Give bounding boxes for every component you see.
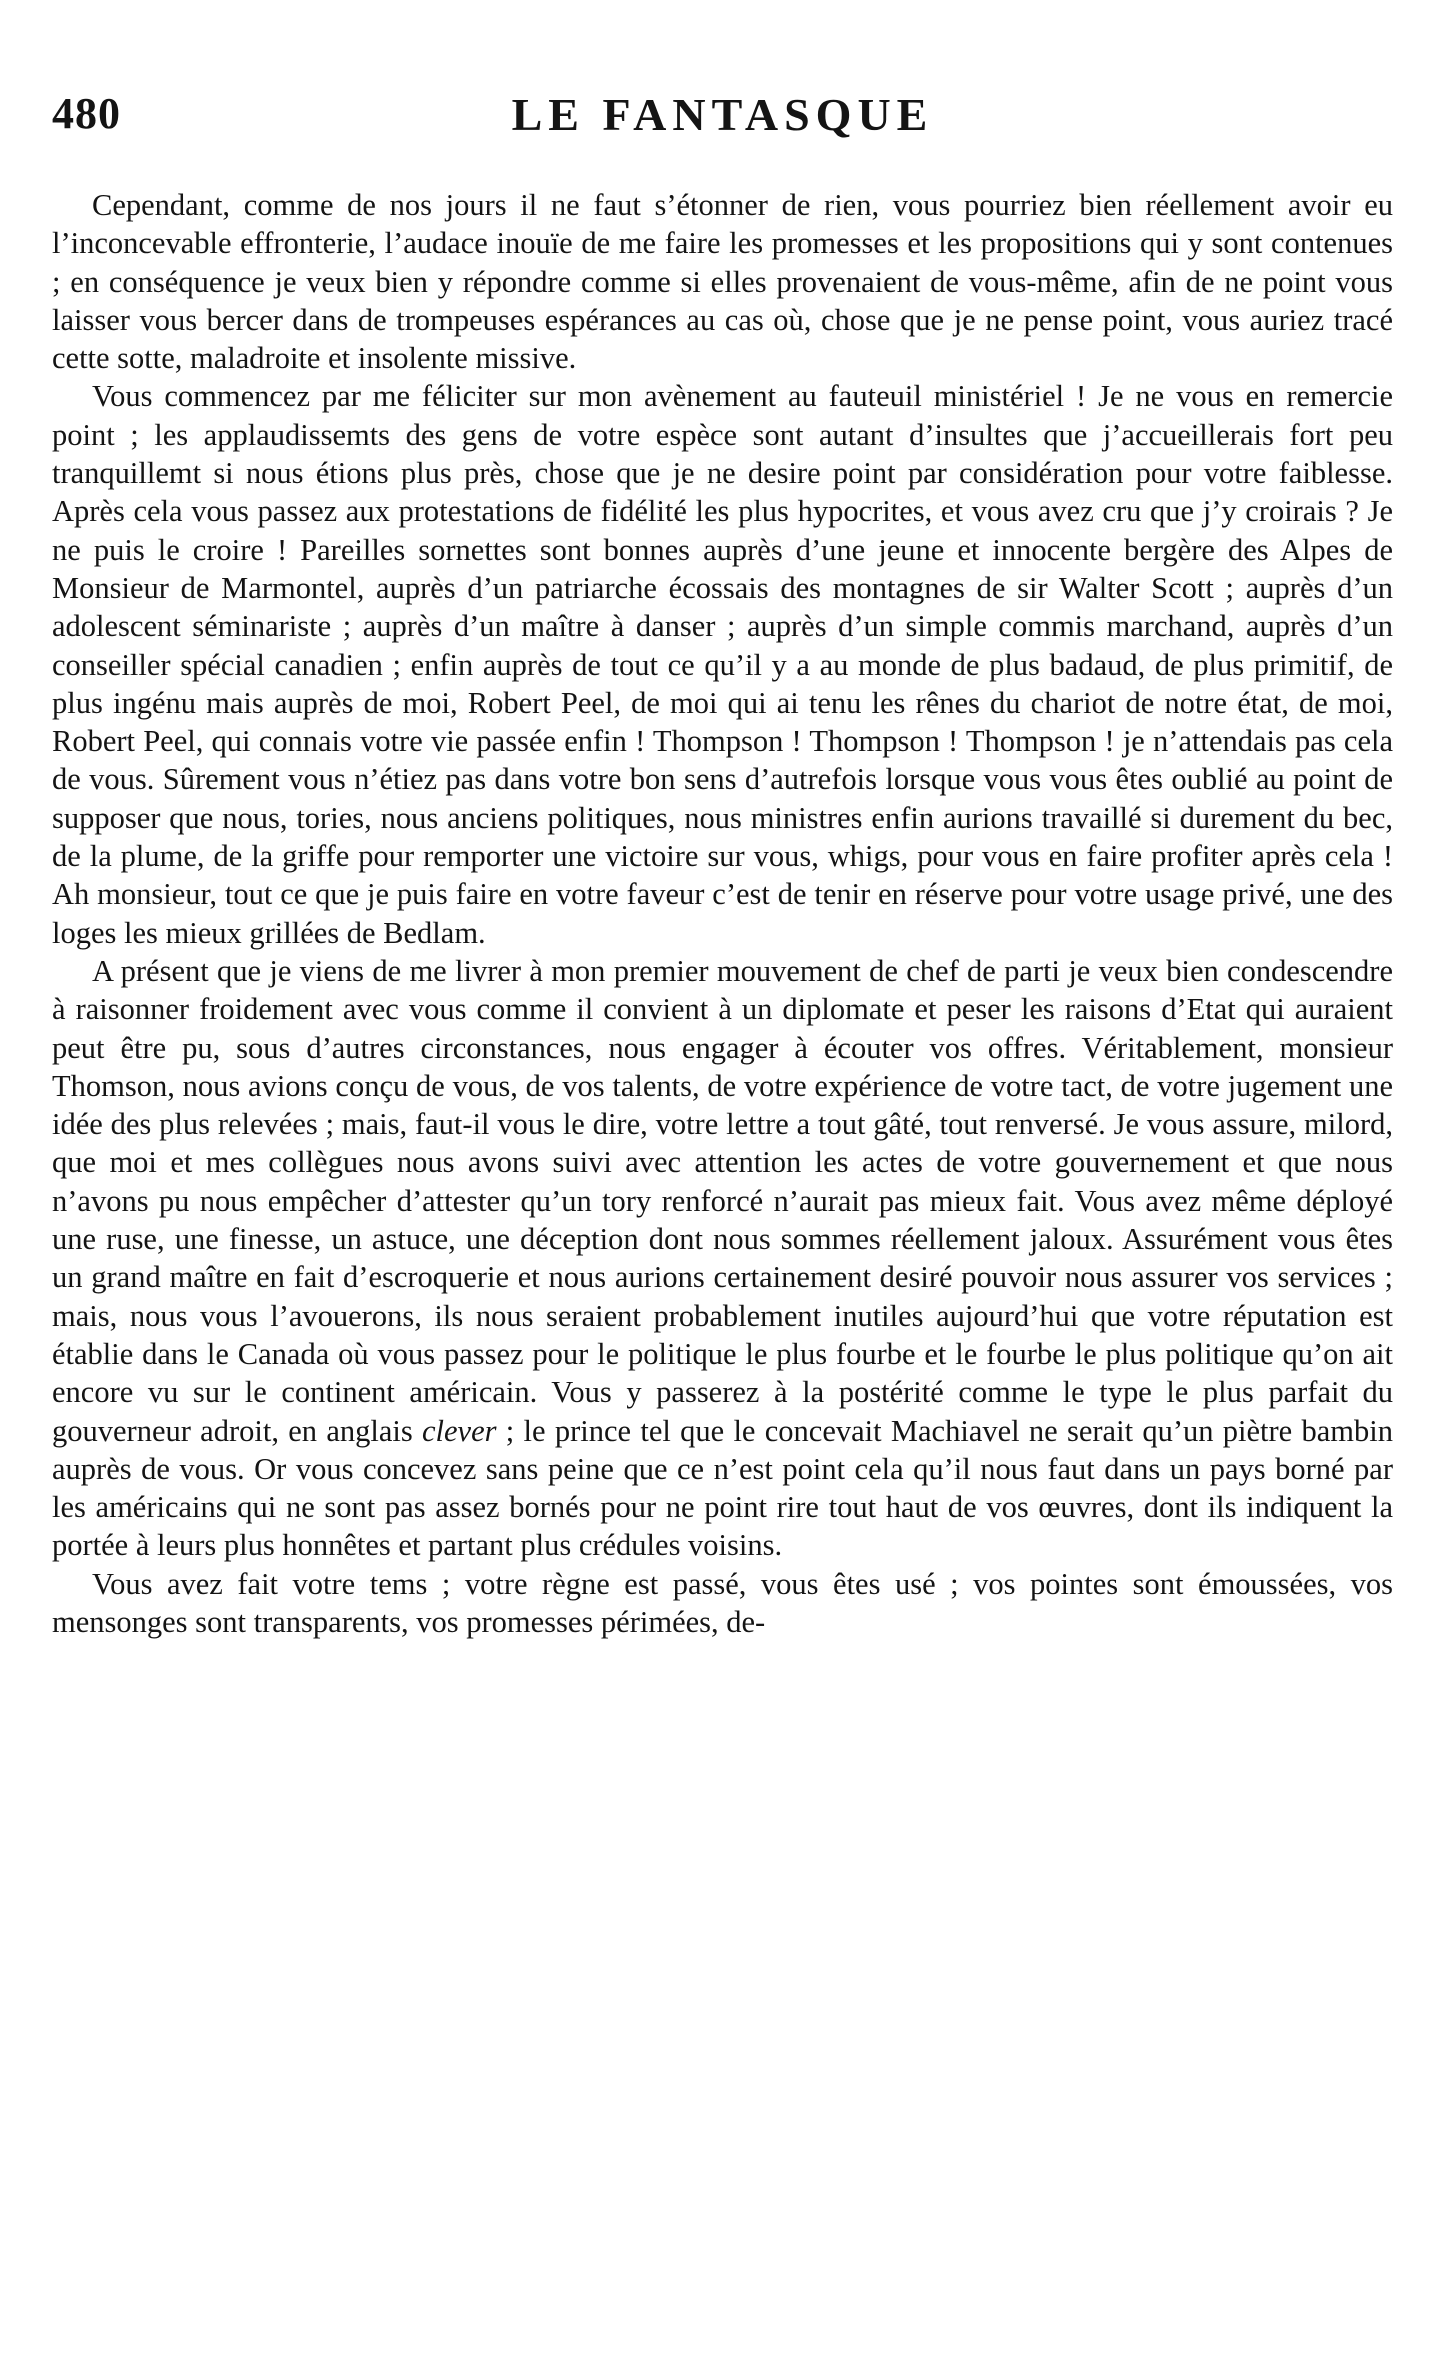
paragraph: [52, 377, 1393, 951]
italic-word: clever: [422, 1413, 497, 1448]
paragraph-text: A présent que je viens de me livrer à mon premier mouvement de chef de parti je veux bien condescendre à raisonner froidement avec vous comme il convient à un diplomate et peser les raisons d’Etat qui auraient peut être pu, sous d’autres circonstances, nous engager à écouter vos offres. Véritablement, monsieur Thomson, nous avions conçu de vous, de vos talents, de votre expérience de votre tact, de votre jugement une idée des plus relevées ; mais, faut-il vous le dire, votre lettre a tout gâté, tout renversé. Je vous assure, milord, que moi et mes collègues nous avons suivi avec attention les actes de votre gouvernement et que nous n’avons pu nous empêcher d’attester qu’un tory renforcé n’aurait pas mieux fait. Vous avez même déployé une ruse, une finesse, un astuce, une déception dont nous sommes réellement jaloux. Assurément vous êtes un grand maître en fait d’escroquerie et nous aurions certainement desiré pouvoir nous assurer vos services ; mais, nous vous l’avouerons, ils nous seraient probablement inutiles aujourd’hui que votre réputation est établie dans le Canada où vous passez pour le politique le plus fourbe et le fourbe le plus politique qu’on ait encore vu sur le continent américain. Vous y passerez à la postérité comme le type le plus parfait du gouverneur adroit, en anglais: [52, 953, 1393, 1448]
paragraph-text: Cependant, comme de nos jours il ne faut s’étonner de rien, vous pourriez bien réellement avoir eu l’inconcevable effronterie, l’audace inouïe de me faire les promesses et les propositions qui y sont contenues ; en conséquence je veux bien y répondre comme si elles provenaient de vous-même, afin de ne point vous laisser vous bercer dans de trompeuses espérances au cas où, chose que je ne pense point, vous auriez tracé cette sotte, maladroite et insolente missive.: [52, 188, 1393, 376]
page-number: 480: [52, 89, 121, 138]
paragraph-text: Vous commencez par me féliciter sur mon avènement au fauteuil ministériel ! Je ne vous en remercie point ; les applaudissemts des gens de votre espèce sont autant d’insultes que j’accueillerais fort peu tranquillemt si nous étions plus près, chose que je ne desire point par considération pour votre faiblesse. Après cela vous passez aux protestations de fidélité les plus hypocrites, et vous avez cru que j’y croirais ? Je ne puis le croire ! Pareilles sornettes sont bonnes auprès d’une jeune et innocente bergère des Alpes de Monsieur de Marmontel, auprès d’un patriarche écossais des montagnes de sir Walter Scott ; auprès d’un adolescent séminariste ; auprès d’un maître à danser ; auprès d’un simple commis marchand, auprès d’un conseiller spécial canadien ; enfin auprès de tout ce qu’il y a au monde de plus badaud, de plus primitif, de plus ingénu mais auprès de moi, Robert Peel, de moi qui ai tenu les rênes du chariot de notre état, de moi, Robert Peel, qui connais votre vie passée enfin ! Thompson ! Thompson ! Thompson ! je n’attendais pas cela de vous. Sûrement vous n’étiez pas dans votre bon sens d’autrefois lorsque vous vous êtes oublié au point de supposer que nous, tories, nous anciens politiques, nous ministres enfin aurions travaillé si durement du bec, de la plume, de la griffe pour remporter une victoire sur vous, whigs, pour vous en faire profiter après cela ! Ah monsieur, tout ce que je puis faire en votre faveur c’est de tenir en réserve pour votre usage privé, une des loges les mieux grillées de Bedlam.: [52, 379, 1393, 950]
article-body: [52, 186, 1393, 1641]
paragraph-text: ; le prince tel que le concevait Machiavel ne serait qu’un piètre bambin auprès de vous. Or vous concevez sans peine que ce n’est point cela qu’il nous faut dans un pays borné par les américains qui ne sont pas assez bornés pour ne point rire tout haut de vos œuvres, dont ils indiquent la portée à leurs plus honnêtes et partant plus crédules voisins.: [52, 1413, 1393, 1563]
paragraph-text: Vous avez fait votre tems ; votre règne est passé, vous êtes usé ; vos pointes sont émoussées, vos mensonges sont transparents, vos promesses périmées, de-: [52, 1566, 1393, 1639]
journal-title: LE FANTASQUE: [511, 89, 934, 140]
paragraph: [52, 186, 1393, 377]
paragraph: [52, 1565, 1393, 1642]
running-head: [52, 88, 1393, 148]
paragraph: [52, 952, 1393, 1565]
